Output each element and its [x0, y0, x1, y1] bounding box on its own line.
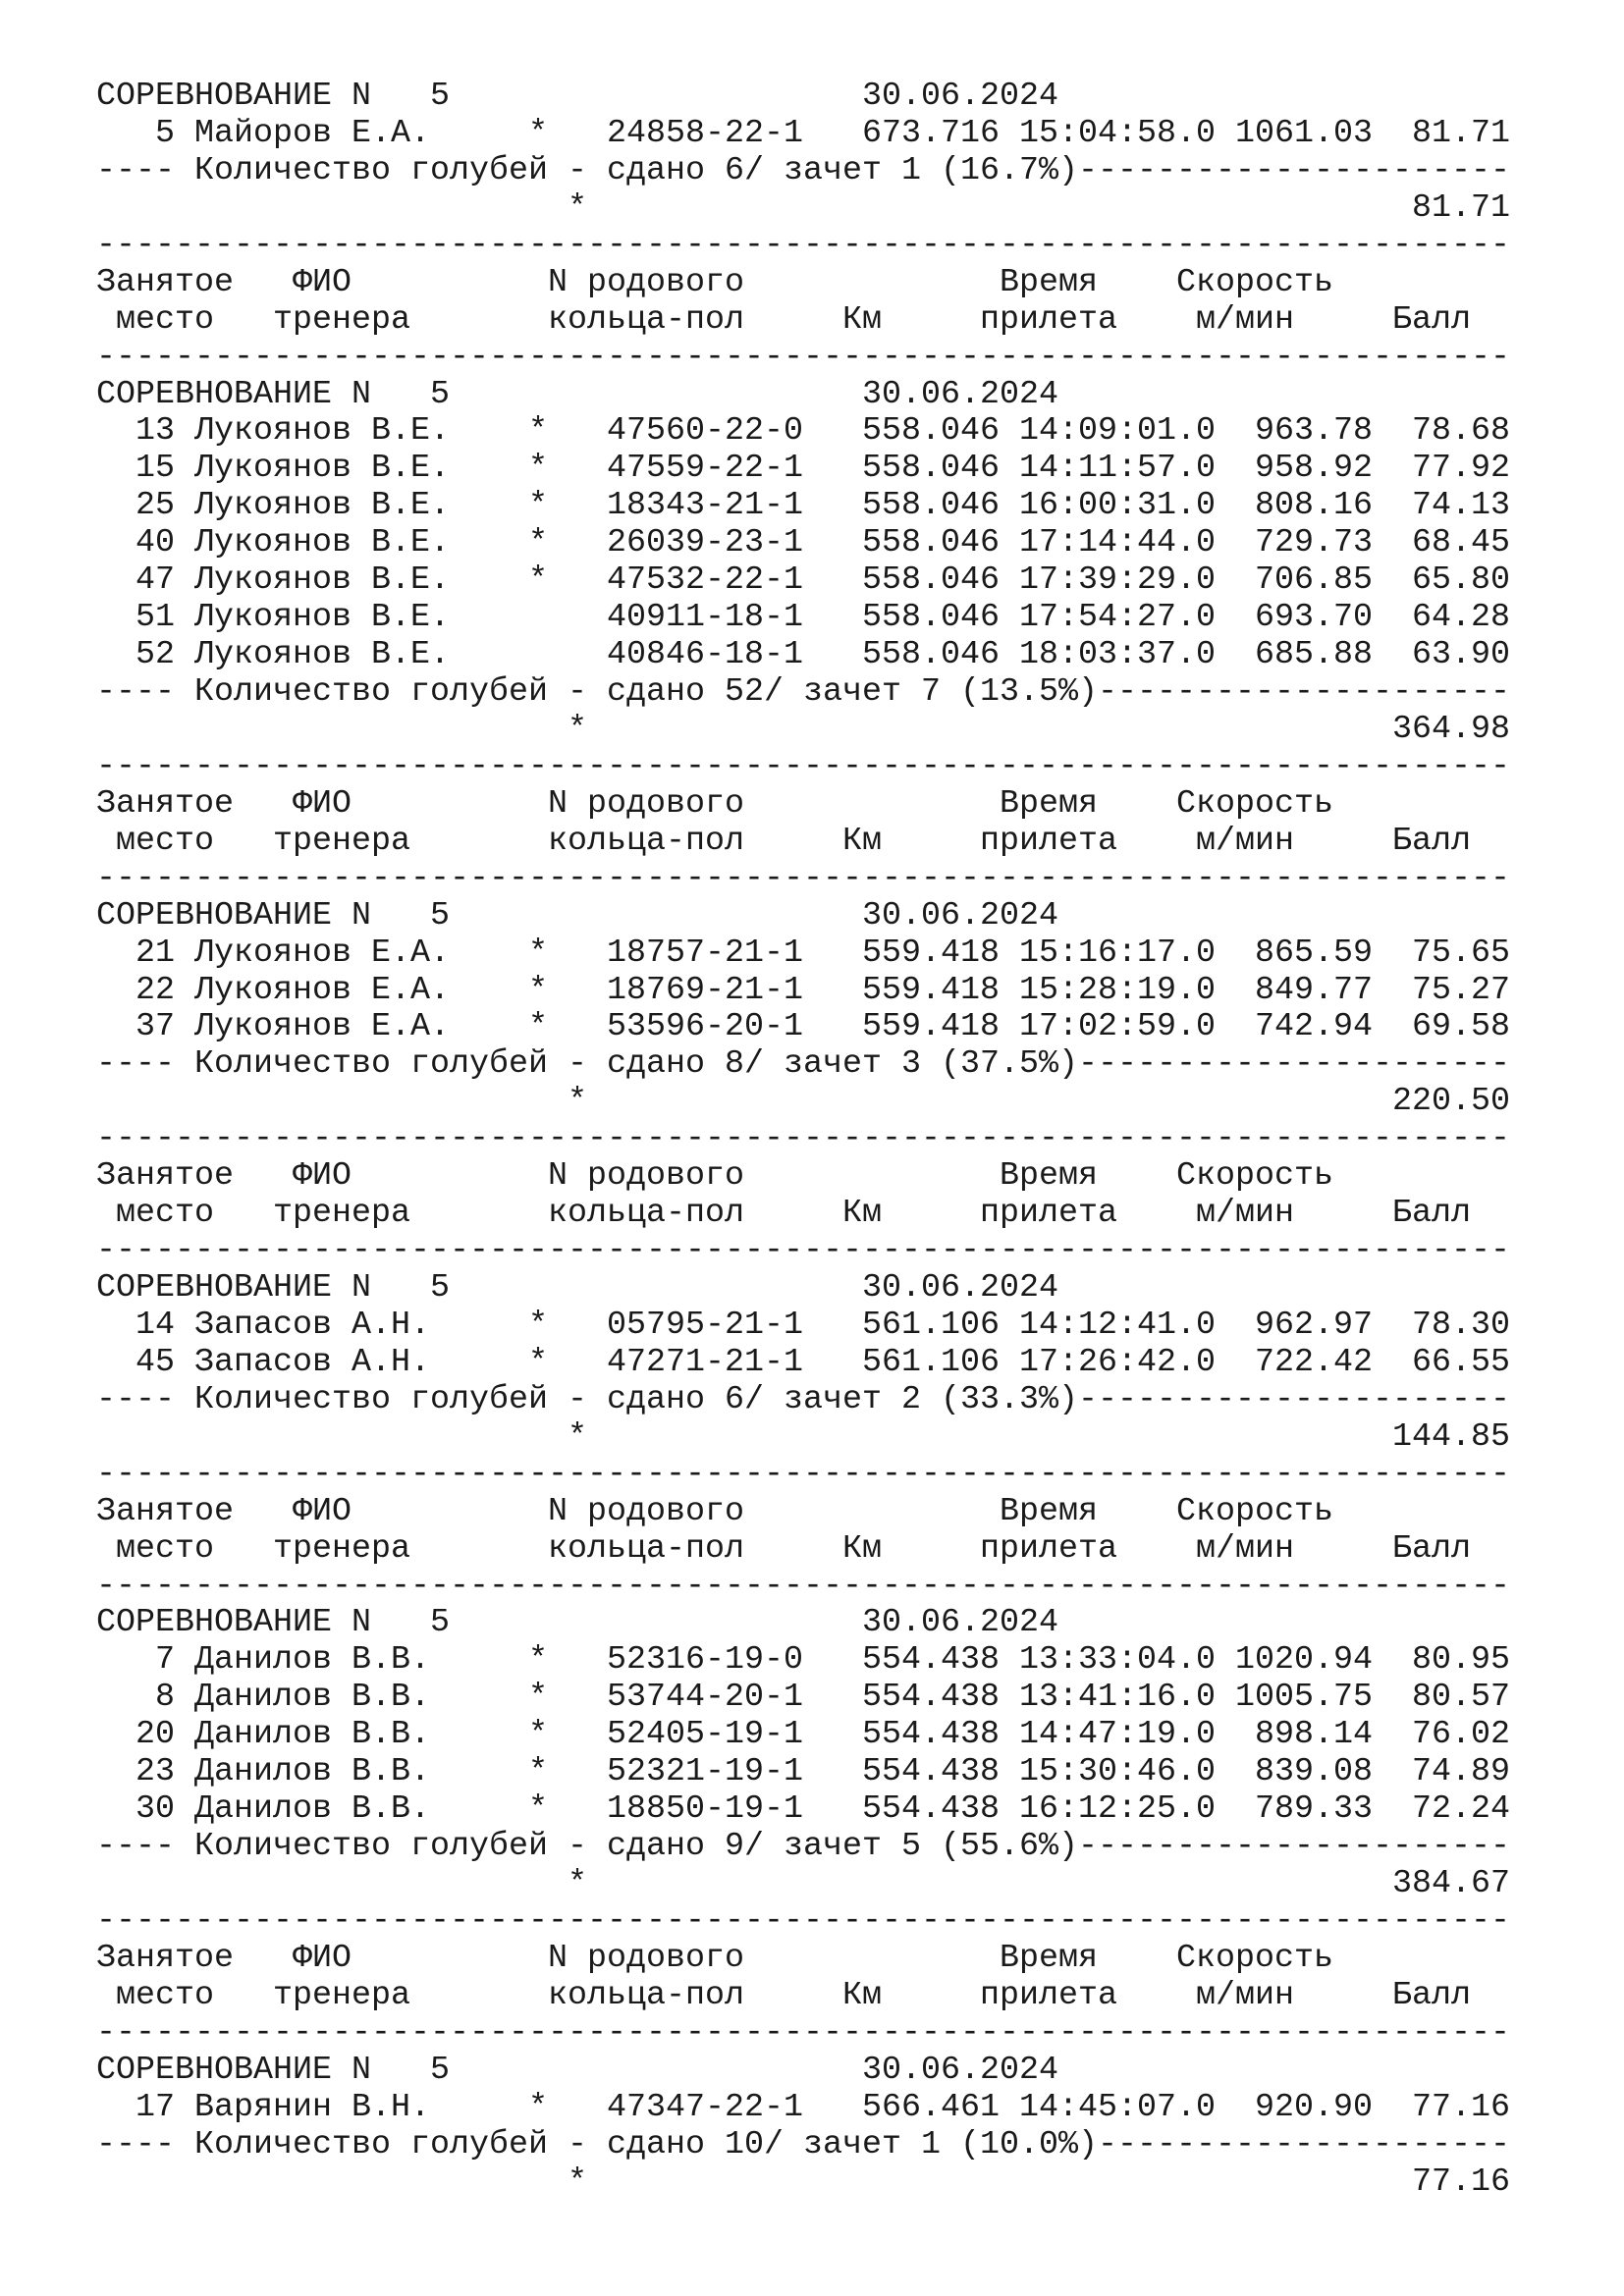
report-line: 40 Лукоянов В.Е. * 26039-23-1 558.046 17:14:44.0 729.73 68.45 — [96, 524, 1511, 562]
report-line: * 220.50 — [96, 1083, 1511, 1121]
report-line: Занятое ФИО N родового Время Скорость — [96, 1492, 1334, 1530]
report-line: ------------------------------------------------------------------------ — [96, 1901, 1511, 1940]
report-line: * 364.98 — [96, 710, 1511, 748]
report-line: СОРЕВНОВАНИЕ N 5 30.06.2024 — [96, 2051, 1059, 2089]
report-line: СОРЕВНОВАНИЕ N 5 30.06.2024 — [96, 1269, 1059, 1307]
report-line: место тренера кольца-пол Км прилета м/мин Балл — [96, 822, 1472, 860]
report-line: ------------------------------------------------------------------------ — [96, 859, 1511, 897]
report-line: СОРЕВНОВАНИЕ N 5 30.06.2024 — [96, 896, 1059, 934]
report-line: 23 Данилов В.В. * 52321-19-1 554.438 15:30:46.0 839.08 74.89 — [96, 1753, 1511, 1791]
report-line: место тренера кольца-пол Км прилета м/мин Балл — [96, 300, 1472, 339]
report-line: ---- Количество голубей - сдано 9/ зачет 5 (55.6%)---------------------- — [96, 1828, 1511, 1866]
report-line: СОРЕВНОВАНИЕ N 5 30.06.2024 — [96, 375, 1059, 413]
report-line: ------------------------------------------------------------------------ — [96, 747, 1511, 785]
report-line: 22 Лукоянов Е.А. * 18769-21-1 559.418 15:28:19.0 849.77 75.27 — [96, 971, 1511, 1009]
report-line: место тренера кольца-пол Км прилета м/мин Балл — [96, 1529, 1472, 1568]
report-line: 8 Данилов В.В. * 53744-20-1 554.438 13:41:16.0 1005.75 80.57 — [96, 1679, 1511, 1717]
report-line: * 81.71 — [96, 188, 1511, 227]
report-line: 17 Варянин В.Н. * 47347-22-1 566.461 14:45:07.0 920.90 77.16 — [96, 2088, 1511, 2126]
report-line: 15 Лукоянов В.Е. * 47559-22-1 558.046 14:11:57.0 958.92 77.92 — [96, 450, 1511, 488]
report-line: ------------------------------------------------------------------------ — [96, 1120, 1511, 1158]
report-line: 14 Запасов А.Н. * 05795-21-1 561.106 14:12:41.0 962.97 78.30 — [96, 1306, 1511, 1344]
report-line: ------------------------------------------------------------------------ — [96, 1455, 1511, 1493]
report-line: 7 Данилов В.В. * 52316-19-0 554.438 13:33:04.0 1020.94 80.95 — [96, 1641, 1511, 1680]
report-line: 5 Майоров Е.А. * 24858-22-1 673.716 15:04:58.0 1061.03 81.71 — [96, 114, 1511, 152]
report-line: 45 Запасов А.Н. * 47271-21-1 561.106 17:26:42.0 722.42 66.55 — [96, 1343, 1511, 1381]
report-line: 21 Лукоянов Е.А. * 18757-21-1 559.418 15:16:17.0 865.59 75.65 — [96, 934, 1511, 972]
report-line: СОРЕВНОВАНИЕ N 5 30.06.2024 — [96, 1604, 1059, 1642]
report-line: Занятое ФИО N родового Время Скорость — [96, 1939, 1334, 1977]
report-line: Занятое ФИО N родового Время Скорость — [96, 263, 1334, 301]
report-line: ---- Количество голубей - сдано 10/ зачет 1 (10.0%)--------------------- — [96, 2125, 1511, 2163]
report-line: 47 Лукоянов В.Е. * 47532-22-1 558.046 17:39:29.0 706.85 65.80 — [96, 561, 1511, 600]
report-line: ---- Количество голубей - сдано 52/ зачет 7 (13.5%)--------------------- — [96, 673, 1511, 711]
report-line: Занятое ФИО N родового Время Скорость — [96, 784, 1334, 823]
report-line: 30 Данилов В.В. * 18850-19-1 554.438 16:12:25.0 789.33 72.24 — [96, 1790, 1511, 1829]
report-line: ------------------------------------------------------------------------ — [96, 226, 1511, 264]
report-line: место тренера кольца-пол Км прилета м/мин Балл — [96, 1195, 1472, 1233]
report-line: 51 Лукоянов В.Е. 40911-18-1 558.046 17:54:27.0 693.70 64.28 — [96, 599, 1511, 637]
report-line: 52 Лукоянов В.Е. 40846-18-1 558.046 18:03:37.0 685.88 63.90 — [96, 636, 1511, 674]
report-line: 20 Данилов В.В. * 52405-19-1 554.438 14:47:19.0 898.14 76.02 — [96, 1716, 1511, 1754]
report-line: СОРЕВНОВАНИЕ N 5 30.06.2024 — [96, 78, 1059, 115]
report-line: * 384.67 — [96, 1865, 1511, 1902]
report-line: 37 Лукоянов Е.А. * 53596-20-1 559.418 17:02:59.0 742.94 69.58 — [96, 1008, 1511, 1046]
report-line: ------------------------------------------------------------------------ — [96, 1567, 1511, 1605]
report-line: 25 Лукоянов В.Е. * 18343-21-1 558.046 16:00:31.0 808.16 74.13 — [96, 487, 1511, 525]
report-line: ------------------------------------------------------------------------ — [96, 2013, 1511, 2052]
report-line: Занятое ФИО N родового Время Скорость — [96, 1157, 1334, 1196]
report-line: 13 Лукоянов В.Е. * 47560-22-0 558.046 14:09:01.0 963.78 78.68 — [96, 412, 1511, 451]
report-line: ------------------------------------------------------------------------ — [96, 1232, 1511, 1270]
report-line: ---- Количество голубей - сдано 8/ зачет 3 (37.5%)---------------------- — [96, 1045, 1511, 1084]
report-line: ---- Количество голубей - сдано 6/ зачет 2 (33.3%)---------------------- — [96, 1380, 1511, 1418]
report-line: ------------------------------------------------------------------------ — [96, 338, 1511, 376]
report-line: * 77.16 — [96, 2163, 1511, 2201]
report-line: ---- Количество голубей - сдано 6/ зачет 1 (16.7%)---------------------- — [96, 151, 1511, 189]
report-line: место тренера кольца-пол Км прилета м/мин Балл — [96, 1976, 1472, 2014]
report-line: * 144.85 — [96, 1417, 1511, 1456]
document-page — [96, 79, 1569, 2201]
